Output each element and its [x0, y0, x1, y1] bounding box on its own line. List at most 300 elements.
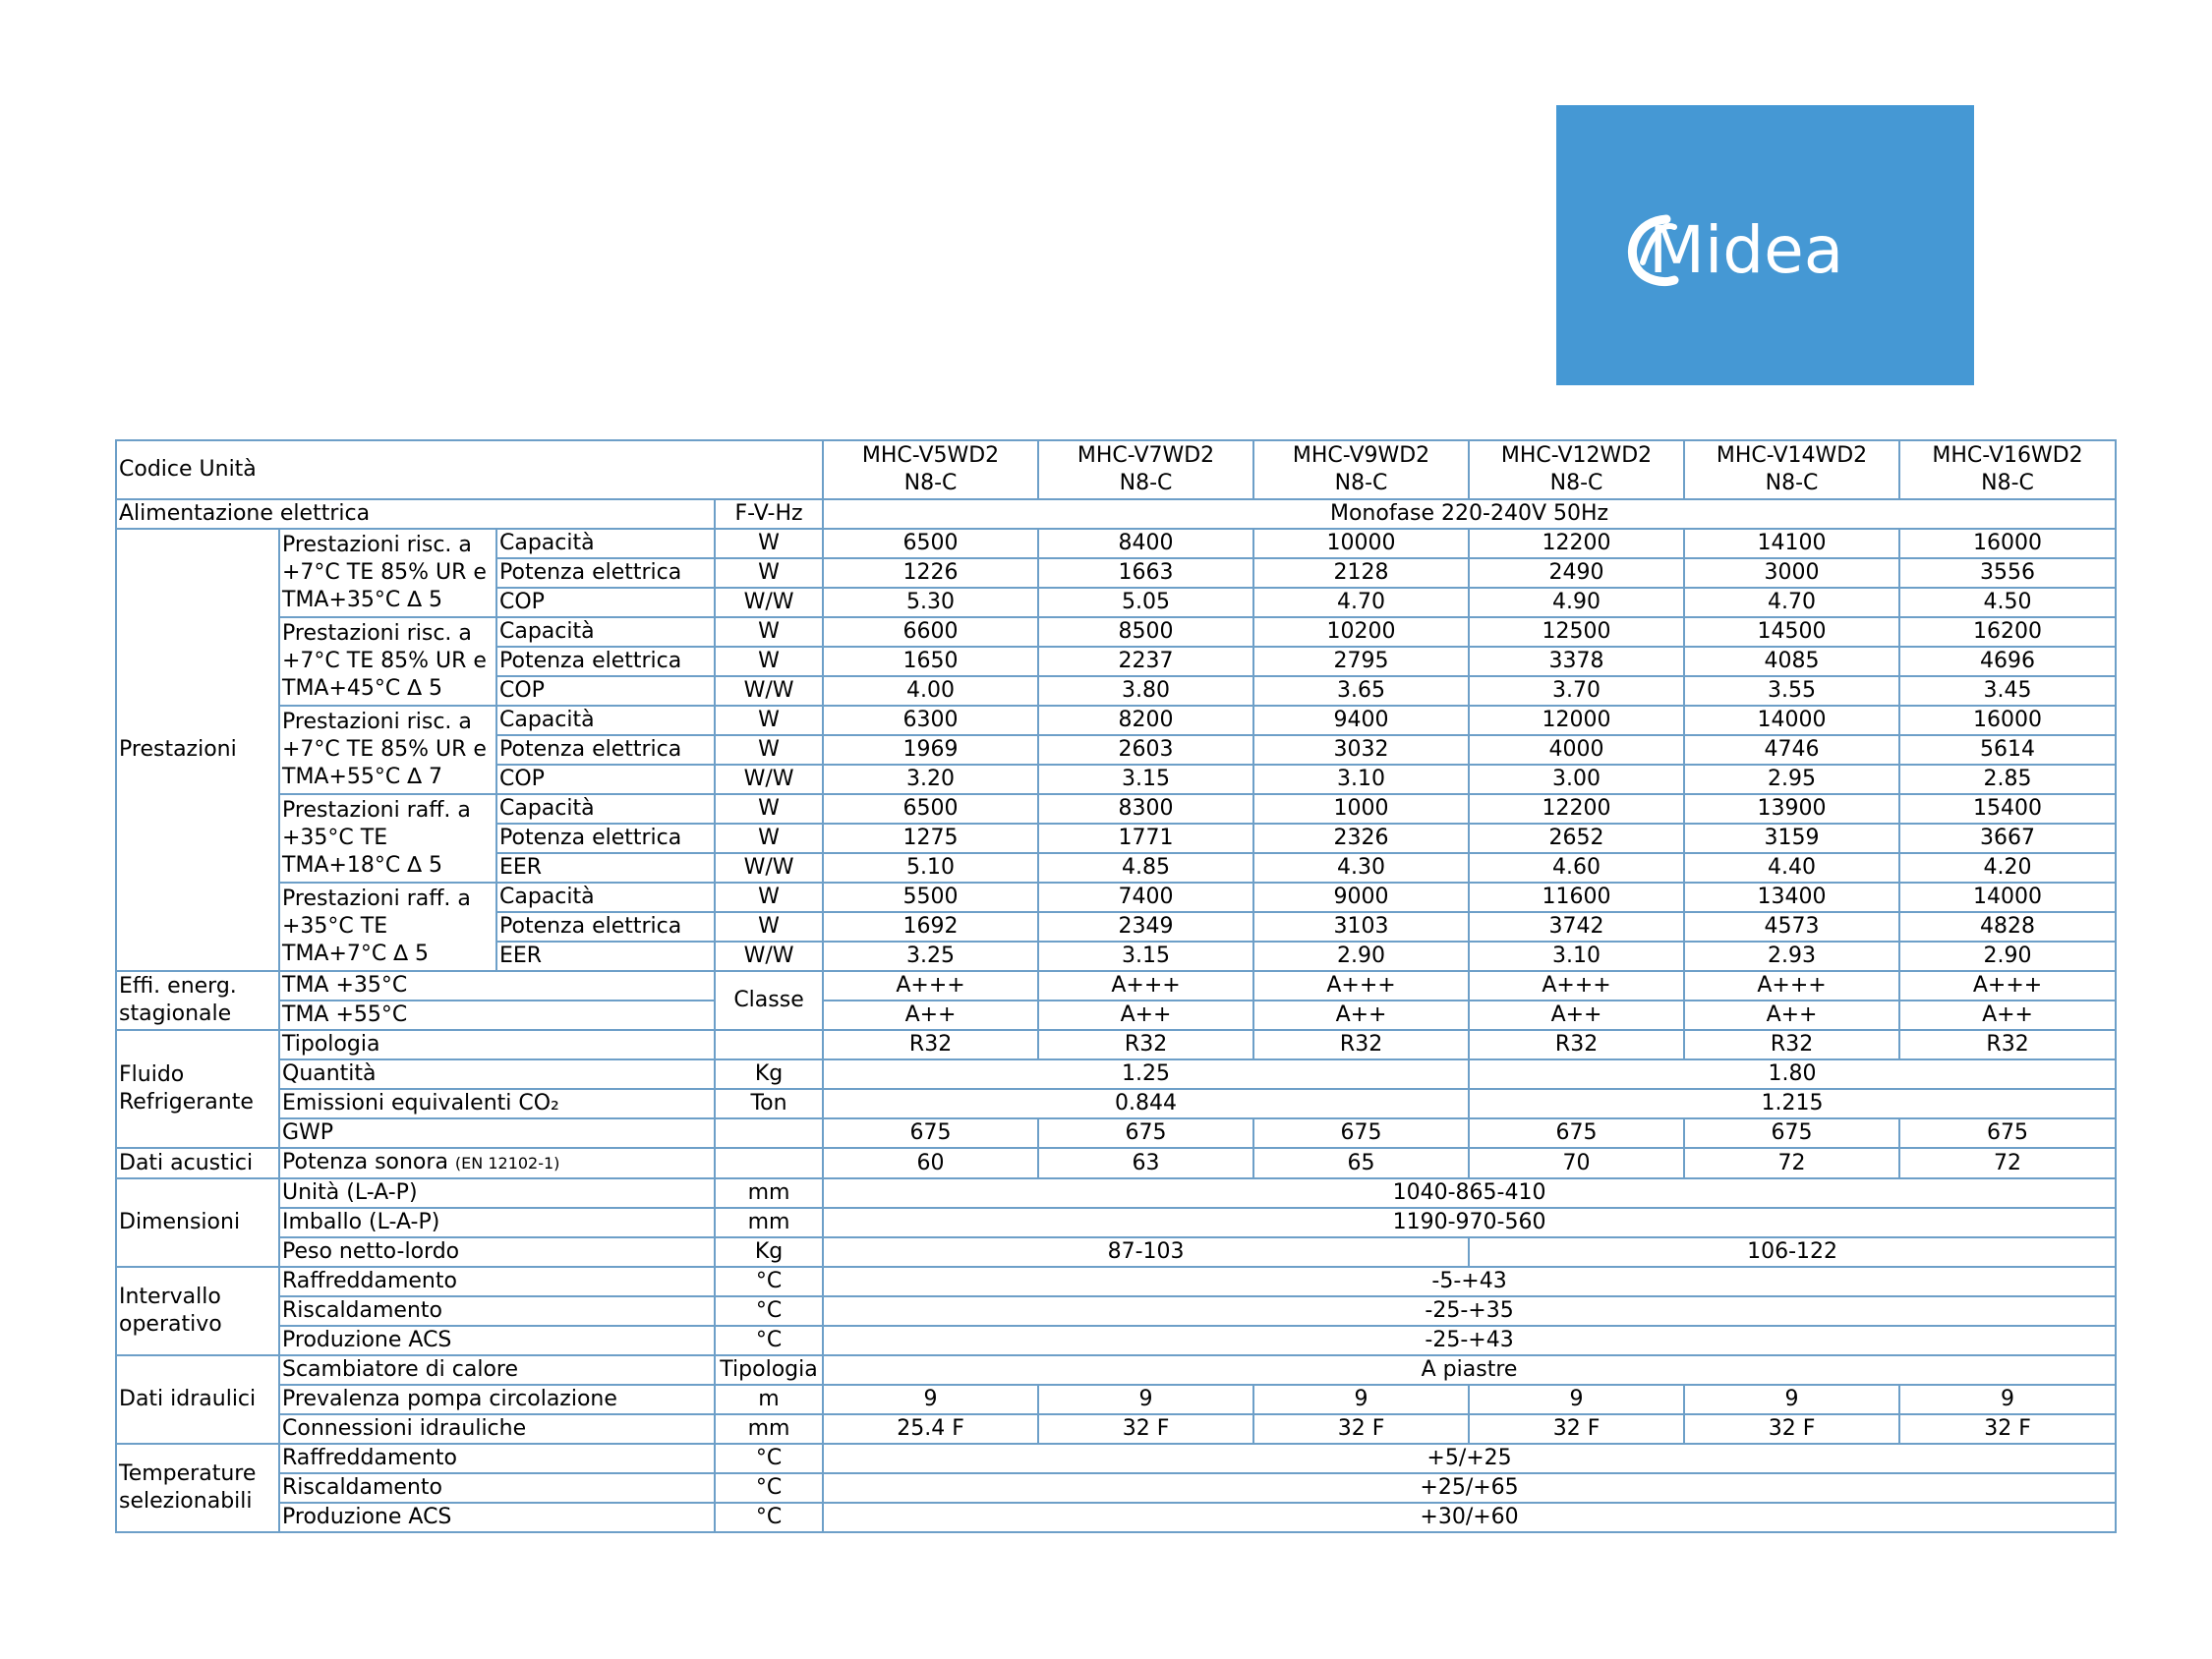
value-cell: 1275 [823, 824, 1038, 853]
value-cell: 1040-865-410 [823, 1178, 2116, 1208]
cell-line: TMA+45°C ∆ 5 [282, 676, 442, 701]
section-dimensioni: Dimensioni [116, 1178, 279, 1267]
param-label: Riscaldamento [279, 1473, 715, 1503]
value-cell: 13400 [1684, 883, 1899, 912]
value-cell: 4.40 [1684, 853, 1899, 883]
value-cell: 8200 [1038, 706, 1253, 735]
unit-cell: mm [715, 1178, 823, 1208]
value-cell: A+++ [823, 971, 1038, 1001]
param-note: (EN 12102-1) [454, 1154, 560, 1173]
value-cell: R32 [1253, 1030, 1469, 1059]
param-label: Potenza elettrica [496, 735, 715, 765]
unit-cell: Tipologia [715, 1355, 823, 1385]
param-label: Raffreddamento [279, 1267, 715, 1296]
unit-cell: W [715, 558, 823, 588]
value-cell: 9000 [1253, 883, 1469, 912]
value-cell: Monofase 220-240V 50Hz [823, 499, 2116, 529]
param-label: Potenza elettrica [496, 912, 715, 942]
cell-line: TMA+35°C ∆ 5 [282, 588, 442, 612]
value-cell: 32 F [1899, 1414, 2116, 1444]
unit-cell: W/W [715, 676, 823, 706]
value-cell: 2.90 [1253, 942, 1469, 971]
value-cell: A+++ [1469, 971, 1684, 1001]
param-label: Produzione ACS [279, 1326, 715, 1355]
table-row [116, 1473, 2116, 1503]
param-label: Produzione ACS [279, 1503, 715, 1532]
param-label: Capacità [496, 617, 715, 647]
value-cell: 9 [1469, 1385, 1684, 1414]
section-fluido [116, 1030, 279, 1148]
value-cell: 4085 [1684, 647, 1899, 676]
value-cell: 12200 [1469, 529, 1684, 558]
value-cell: 9 [1684, 1385, 1899, 1414]
value-cell: 2128 [1253, 558, 1469, 588]
value-cell: 4573 [1684, 912, 1899, 942]
unit-cell: W/W [715, 765, 823, 794]
section-intervallo [116, 1267, 279, 1355]
value-cell: 9 [1253, 1385, 1469, 1414]
value-cell: 675 [1038, 1118, 1253, 1148]
cell-line: MHC-V16WD2 [1932, 443, 2083, 468]
table-row [116, 1355, 2116, 1385]
cell-line: TMA+18°C ∆ 5 [282, 853, 442, 878]
value-cell: 675 [1899, 1118, 2116, 1148]
value-cell: 1663 [1038, 558, 1253, 588]
unit-cell: °C [715, 1267, 823, 1296]
value-cell: 14100 [1684, 529, 1899, 558]
value-cell: 3.25 [823, 942, 1038, 971]
table-row [116, 706, 2116, 735]
value-cell: 6500 [823, 529, 1038, 558]
unit-cell: Kg [715, 1237, 823, 1267]
value-cell: 4.30 [1253, 853, 1469, 883]
param-label: Emissioni equivalenti CO₂ [279, 1089, 715, 1118]
table-row [116, 1503, 2116, 1532]
value-cell: 5500 [823, 883, 1038, 912]
value-cell: 3.55 [1684, 676, 1899, 706]
value-cell: 4.20 [1899, 853, 2116, 883]
param-label: Imballo (L-A-P) [279, 1208, 715, 1237]
value-cell: 5.05 [1038, 588, 1253, 617]
unit-cell: W/W [715, 853, 823, 883]
value-cell: 3.15 [1038, 942, 1253, 971]
cell-line: +35°C TE [282, 826, 388, 850]
table-row [116, 794, 2116, 824]
value-cell: 1000 [1253, 794, 1469, 824]
value-cell: A+++ [1899, 971, 2116, 1001]
value-cell: 2349 [1038, 912, 1253, 942]
value-cell: A++ [1899, 1001, 2116, 1030]
cell-line: MHC-V14WD2 [1716, 443, 1868, 468]
table-row [116, 1089, 2116, 1118]
value-cell: 32 F [1684, 1414, 1899, 1444]
value-cell: 4.00 [823, 676, 1038, 706]
cell-line: TMA+55°C ∆ 7 [282, 765, 442, 789]
value-cell: 32 F [1253, 1414, 1469, 1444]
table-row [116, 617, 2116, 647]
value-cell: 4.50 [1899, 588, 2116, 617]
param-label: Scambiatore di calore [279, 1355, 715, 1385]
value-cell: A piastre [823, 1355, 2116, 1385]
value-cell: 3.20 [823, 765, 1038, 794]
value-cell: 1692 [823, 912, 1038, 942]
table-row [116, 1178, 2116, 1208]
unit-cell: mm [715, 1414, 823, 1444]
unit-cell [715, 1118, 823, 1148]
cell-line: Prestazioni raff. a [282, 798, 471, 823]
table-row [116, 1385, 2116, 1414]
brand-logo [1556, 105, 1974, 385]
alimentazione-label: Alimentazione elettrica [116, 499, 715, 529]
cell-line: MHC-V12WD2 [1500, 443, 1653, 468]
value-cell: 2.90 [1899, 942, 2116, 971]
cell-line: Effi. energ. [119, 974, 237, 999]
value-cell: A++ [1469, 1001, 1684, 1030]
value-cell: 8300 [1038, 794, 1253, 824]
value-cell: 4746 [1684, 735, 1899, 765]
value-cell: -25-+35 [823, 1296, 2116, 1326]
value-cell: 2326 [1253, 824, 1469, 853]
table-row [116, 529, 2116, 558]
value-cell: 3.70 [1469, 676, 1684, 706]
cell-line: stagionale [119, 1001, 232, 1026]
cell-line: MHC-V5WD2 [861, 443, 1000, 468]
unit-cell: Kg [715, 1059, 823, 1089]
value-cell: 675 [823, 1118, 1038, 1148]
unit-cell: m [715, 1385, 823, 1414]
unit-cell: W [715, 824, 823, 853]
value-cell: 8400 [1038, 529, 1253, 558]
cell-line: Refrigerante [119, 1090, 254, 1115]
value-cell: 7400 [1038, 883, 1253, 912]
value-cell: A++ [1253, 1001, 1469, 1030]
model-header [823, 440, 1038, 499]
cell-line: N8-C [903, 471, 958, 495]
param-label: Capacità [496, 529, 715, 558]
param-name: Potenza sonora [282, 1150, 448, 1174]
table-row [116, 1326, 2116, 1355]
value-cell: 5.30 [823, 588, 1038, 617]
cell-line: N8-C [1765, 471, 1819, 495]
value-cell: 1969 [823, 735, 1038, 765]
table-row [116, 1148, 2116, 1178]
value-cell: 2652 [1469, 824, 1684, 853]
param-label: Potenza elettrica [496, 647, 715, 676]
unit-cell [715, 1148, 823, 1178]
value-cell: 6500 [823, 794, 1038, 824]
value-cell: 1650 [823, 647, 1038, 676]
value-cell: 675 [1684, 1118, 1899, 1148]
value-cell: +30/+60 [823, 1503, 2116, 1532]
value-cell: 4.85 [1038, 853, 1253, 883]
table-row [116, 1444, 2116, 1473]
value-cell: 3159 [1684, 824, 1899, 853]
value-cell: 9 [1899, 1385, 2116, 1414]
value-cell: 2490 [1469, 558, 1684, 588]
cell-line: operativo [119, 1312, 222, 1337]
value-cell: 16000 [1899, 706, 2116, 735]
param-label: TMA +55°C [279, 1001, 715, 1030]
value-cell: R32 [1899, 1030, 2116, 1059]
value-cell: 4828 [1899, 912, 2116, 942]
value-cell: 3032 [1253, 735, 1469, 765]
unit-cell: °C [715, 1444, 823, 1473]
value-cell: A+++ [1684, 971, 1899, 1001]
value-cell: 10000 [1253, 529, 1469, 558]
value-cell: 70 [1469, 1148, 1684, 1178]
unit-cell: W [715, 735, 823, 765]
value-cell: 3742 [1469, 912, 1684, 942]
condition-label [279, 529, 496, 617]
value-cell: 32 F [1469, 1414, 1684, 1444]
model-header [1899, 440, 2116, 499]
value-cell: 3103 [1253, 912, 1469, 942]
value-cell: 25.4 F [823, 1414, 1038, 1444]
unit-cell: W [715, 617, 823, 647]
table-row [116, 1237, 2116, 1267]
value-cell: 87-103 [823, 1237, 1469, 1267]
cell-line: Prestazioni risc. a [282, 621, 472, 646]
value-cell: 15400 [1899, 794, 2116, 824]
value-cell: 9400 [1253, 706, 1469, 735]
value-cell: 4.70 [1253, 588, 1469, 617]
cell-line: +7°C TE 85% UR e [282, 649, 487, 673]
param-label: Capacità [496, 883, 715, 912]
value-cell: 1190-970-560 [823, 1208, 2116, 1237]
cell-line: +35°C TE [282, 914, 388, 939]
value-cell: 2.95 [1684, 765, 1899, 794]
unit-cell: W [715, 912, 823, 942]
value-cell: 9 [1038, 1385, 1253, 1414]
value-cell: 2237 [1038, 647, 1253, 676]
param-label: Unità (L-A-P) [279, 1178, 715, 1208]
unit-cell: W/W [715, 942, 823, 971]
value-cell: 4000 [1469, 735, 1684, 765]
model-header [1684, 440, 1899, 499]
unit-cell: mm [715, 1208, 823, 1237]
value-cell: 3.00 [1469, 765, 1684, 794]
header-codice-unita: Codice Unità [116, 440, 823, 499]
param-label: Peso netto-lordo [279, 1237, 715, 1267]
unit-cell: °C [715, 1503, 823, 1532]
value-cell: A+++ [1253, 971, 1469, 1001]
cell-line: +7°C TE 85% UR e [282, 560, 487, 585]
unit-cell: W [715, 794, 823, 824]
unit-cell: °C [715, 1326, 823, 1355]
value-cell: 72 [1684, 1148, 1899, 1178]
condition-label [279, 883, 496, 971]
table-row [116, 1059, 2116, 1089]
param-label: Connessioni idrauliche [279, 1414, 715, 1444]
model-header [1253, 440, 1469, 499]
value-cell: 65 [1253, 1148, 1469, 1178]
value-cell: 675 [1469, 1118, 1684, 1148]
spec-table [115, 439, 2117, 1533]
cell-line: selezionabili [119, 1489, 253, 1514]
cell-line: Prestazioni raff. a [282, 887, 471, 911]
value-cell: 12500 [1469, 617, 1684, 647]
table-row [116, 1414, 2116, 1444]
unit-cell: Ton [715, 1089, 823, 1118]
value-cell: 3378 [1469, 647, 1684, 676]
unit-cell: °C [715, 1473, 823, 1503]
value-cell: 16000 [1899, 529, 2116, 558]
value-cell: 6300 [823, 706, 1038, 735]
value-cell: R32 [1469, 1030, 1684, 1059]
param-label: Tipologia [279, 1030, 715, 1059]
cell-line: MHC-V7WD2 [1077, 443, 1215, 468]
value-cell: 12200 [1469, 794, 1684, 824]
param-label: EER [496, 942, 715, 971]
cell-line: N8-C [1334, 471, 1388, 495]
value-cell: +5/+25 [823, 1444, 2116, 1473]
value-cell: -25-+43 [823, 1326, 2116, 1355]
value-cell: 1.215 [1469, 1089, 2116, 1118]
unit-cell: °C [715, 1296, 823, 1326]
value-cell: 1226 [823, 558, 1038, 588]
value-cell: 0.844 [823, 1089, 1469, 1118]
value-cell: -5-+43 [823, 1267, 2116, 1296]
param-label: Capacità [496, 794, 715, 824]
unit-cell: W [715, 647, 823, 676]
value-cell: 2.85 [1899, 765, 2116, 794]
unit-cell: W [715, 883, 823, 912]
value-cell: +25/+65 [823, 1473, 2116, 1503]
value-cell: 3.45 [1899, 676, 2116, 706]
unit-cell: F-V-Hz [715, 499, 823, 529]
value-cell: 1.80 [1469, 1059, 2116, 1089]
value-cell: 8500 [1038, 617, 1253, 647]
table-row [116, 883, 2116, 912]
param-label: COP [496, 588, 715, 617]
param-label: GWP [279, 1118, 715, 1148]
value-cell: 4.60 [1469, 853, 1684, 883]
value-cell: 72 [1899, 1148, 2116, 1178]
value-cell: 3.10 [1469, 942, 1684, 971]
value-cell: R32 [1038, 1030, 1253, 1059]
value-cell: 12000 [1469, 706, 1684, 735]
value-cell: 5.10 [823, 853, 1038, 883]
value-cell: 16200 [1899, 617, 2116, 647]
unit-cell: W [715, 529, 823, 558]
param-label: Quantità [279, 1059, 715, 1089]
value-cell: 3.15 [1038, 765, 1253, 794]
value-cell: 14000 [1899, 883, 2116, 912]
table-row [116, 1208, 2116, 1237]
param-label: Capacità [496, 706, 715, 735]
value-cell: 2795 [1253, 647, 1469, 676]
value-cell: 11600 [1469, 883, 1684, 912]
value-cell: 4696 [1899, 647, 2116, 676]
value-cell: R32 [1684, 1030, 1899, 1059]
unit-cell: W [715, 706, 823, 735]
table-row [116, 1296, 2116, 1326]
param-label: COP [496, 676, 715, 706]
value-cell: 14500 [1684, 617, 1899, 647]
cell-line: Intervallo [119, 1285, 221, 1309]
param-label: TMA +35°C [279, 971, 715, 1001]
value-cell: 675 [1253, 1118, 1469, 1148]
cell-line: N8-C [1549, 471, 1603, 495]
value-cell: 6600 [823, 617, 1038, 647]
cell-line: N8-C [1119, 471, 1173, 495]
cell-line: +7°C TE 85% UR e [282, 737, 487, 762]
value-cell: A++ [1038, 1001, 1253, 1030]
value-cell: 3.10 [1253, 765, 1469, 794]
value-cell: 14000 [1684, 706, 1899, 735]
cell-line: MHC-V9WD2 [1292, 443, 1430, 468]
value-cell: R32 [823, 1030, 1038, 1059]
param-label [279, 1148, 715, 1178]
value-cell: 13900 [1684, 794, 1899, 824]
cell-line: Prestazioni risc. a [282, 533, 472, 557]
section-acustici: Dati acustici [116, 1148, 279, 1178]
table-row [116, 1001, 2116, 1030]
value-cell: 5614 [1899, 735, 2116, 765]
cell-line: Temperature [119, 1461, 257, 1486]
value-cell: 3.80 [1038, 676, 1253, 706]
value-cell: 3667 [1899, 824, 2116, 853]
condition-label [279, 617, 496, 706]
param-label: Raffreddamento [279, 1444, 715, 1473]
value-cell: A++ [823, 1001, 1038, 1030]
section-idraulici: Dati idraulici [116, 1355, 279, 1444]
value-cell: 3556 [1899, 558, 2116, 588]
condition-label [279, 794, 496, 883]
value-cell: 2.93 [1684, 942, 1899, 971]
value-cell: 3000 [1684, 558, 1899, 588]
param-label: COP [496, 765, 715, 794]
param-label: Prevalenza pompa circolazione [279, 1385, 715, 1414]
value-cell: 32 F [1038, 1414, 1253, 1444]
param-label: Potenza elettrica [496, 824, 715, 853]
table-row [116, 971, 2116, 1001]
condition-label [279, 706, 496, 794]
cell-line: Fluido [119, 1062, 185, 1087]
value-cell: 4.90 [1469, 588, 1684, 617]
value-cell: 106-122 [1469, 1237, 2116, 1267]
cell-line: TMA+7°C ∆ 5 [282, 942, 429, 966]
unit-cell: Classe [715, 971, 823, 1030]
value-cell: 9 [823, 1385, 1038, 1414]
value-cell: 63 [1038, 1148, 1253, 1178]
cell-line: N8-C [1981, 471, 2034, 495]
brand-name: Midea [1648, 211, 1843, 288]
table-row [116, 1267, 2116, 1296]
table-row [116, 440, 2116, 499]
value-cell: A+++ [1038, 971, 1253, 1001]
param-label: EER [496, 853, 715, 883]
section-prestazioni: Prestazioni [116, 529, 279, 971]
value-cell: 1.25 [823, 1059, 1469, 1089]
param-label: Riscaldamento [279, 1296, 715, 1326]
value-cell: A++ [1684, 1001, 1899, 1030]
model-header [1038, 440, 1253, 499]
midea-logo-icon [1623, 201, 1908, 290]
value-cell: 2603 [1038, 735, 1253, 765]
value-cell: 1771 [1038, 824, 1253, 853]
model-header [1469, 440, 1684, 499]
param-label: Potenza elettrica [496, 558, 715, 588]
section-effi [116, 971, 279, 1030]
table-row [116, 1118, 2116, 1148]
unit-cell [715, 1030, 823, 1059]
section-temperature [116, 1444, 279, 1532]
value-cell: 10200 [1253, 617, 1469, 647]
value-cell: 60 [823, 1148, 1038, 1178]
table-row [116, 1030, 2116, 1059]
table-row [116, 499, 2116, 529]
